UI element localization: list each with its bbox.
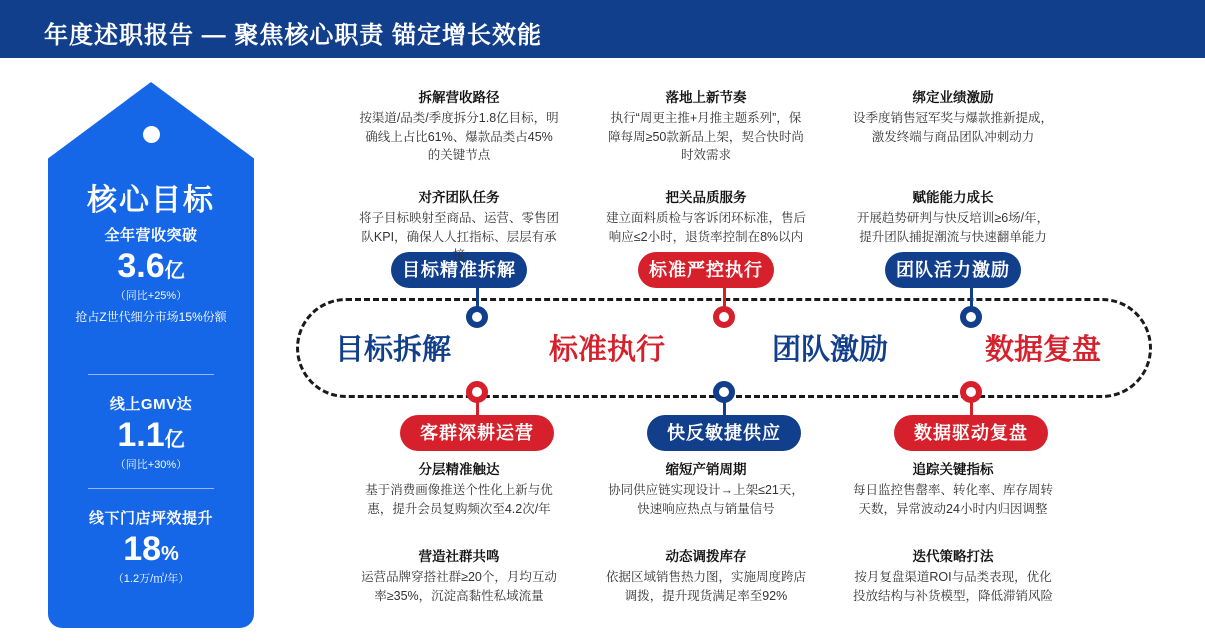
block-body: 建立面料质检与客诉闭环标准，售后响应≤2小时，退货率控制在8%以内 [606, 211, 807, 244]
metric-label: 线上GMV达 [109, 396, 193, 413]
block-body: 基于消费画像推送个性化上新与优惠，提升会员复购频次至4.2次/年 [365, 483, 553, 516]
metric-number: 3.6 [117, 247, 165, 285]
metric-label: 线下门店坪效提升 [88, 510, 213, 527]
core-label-data-review: 数据复盘 [985, 334, 1102, 366]
metric-value [48, 530, 254, 569]
core-label-goal-breakdown: 目标拆解 [335, 334, 452, 366]
block-body: 协同供应链实现设计→上架≤21天，快速响应热点与销量信号 [608, 483, 804, 516]
block-top-1-b [359, 186, 559, 265]
metric-sub: （同比+30%） [114, 459, 188, 472]
metric-sub: （同比+25%） [114, 290, 188, 303]
block-top-2-b [606, 186, 806, 246]
block-title: 分层精准触达 [418, 462, 500, 477]
block-title: 动态调拨库存 [665, 549, 747, 564]
block-title: 绑定业绩激励 [912, 90, 994, 105]
block-title: 落地上新节奏 [665, 90, 747, 105]
panel-divider [88, 374, 214, 375]
pill-bottom-1[interactable]: 客群深耕运营 [400, 415, 554, 451]
block-body: 依据区域销售热力图，实施周度跨店调拨，提升现货满足率至92% [606, 570, 807, 603]
connector-stem-top-2 [723, 288, 726, 308]
block-top-3-b [853, 186, 1053, 246]
node-bottom-2 [713, 381, 735, 403]
block-body: 运营品牌穿搭社群≥20个，月均互动率≥35%，沉淀高黏性私域流量 [361, 570, 557, 603]
metric-number: 1.1 [117, 416, 165, 454]
metric-sub: （1.2万/㎡/年） [112, 573, 190, 586]
page-title: 年度述职报告 — 聚焦核心职责 锚定增长效能 [44, 22, 543, 49]
metric-unit: 亿 [164, 260, 185, 282]
block-title: 追踪关键指标 [912, 462, 994, 477]
block-title: 迭代策略打法 [912, 549, 994, 564]
block-title: 把关品质服务 [665, 190, 747, 205]
pill-bottom-2[interactable]: 快反敏捷供应 [647, 415, 801, 451]
block-top-1-a [359, 86, 559, 165]
block-top-2-a [606, 86, 806, 165]
metric-number: 18 [123, 530, 162, 568]
block-bottom-2-a [606, 458, 806, 518]
node-top-1 [466, 306, 488, 328]
pill-top-2[interactable]: 标准严控执行 [638, 252, 774, 288]
core-label-team-motivation: 团队激励 [772, 334, 889, 366]
panel-divider [88, 488, 214, 489]
block-title: 对齐团队任务 [418, 190, 500, 205]
metric-label: 全年营收突破 [104, 227, 198, 244]
block-top-3-a [853, 86, 1053, 146]
node-top-2 [713, 306, 735, 328]
core-goal-panel [48, 82, 254, 628]
block-body: 将子目标映射至商品、运营、零售团队KPI，确保人人扛指标、层层有承接 [359, 211, 560, 262]
block-body: 按月复盘渠道ROI与品类表现，优化投放结构与补货模型，降低滞销风险 [853, 570, 1054, 603]
block-title: 营造社群共鸣 [418, 549, 500, 564]
block-body: 开展趋势研判与快反培训≥6场/年，提升团队捕捉潮流与快速翻单能力 [856, 211, 1050, 244]
block-bottom-3-b [853, 545, 1053, 605]
block-bottom-2-b [606, 545, 806, 605]
core-label-standard-execution: 标准执行 [549, 334, 666, 366]
block-body: 每日监控售罄率、转化率、库存周转天数，异常波动24小时内归因调整 [853, 483, 1054, 516]
pill-top-3[interactable]: 团队活力激励 [885, 252, 1021, 288]
block-body: 执行“周更主推+月推主题系列”，保障每周≥50款新品上架，契合快时尚时效需求 [608, 111, 804, 162]
metric-gmv [48, 393, 254, 472]
node-top-3 [960, 306, 982, 328]
block-body: 按渠道/品类/季度拆分1.8亿目标，明确线上占比61%、爆款品类占45%的关键节点 [359, 111, 559, 162]
block-title: 缩短产销周期 [665, 462, 747, 477]
pin-dot-icon [143, 126, 160, 143]
connector-stem-top-1 [476, 288, 479, 308]
metric-store-efficiency [48, 507, 254, 586]
metric-revenue [48, 224, 254, 325]
metric-unit: % [161, 543, 179, 565]
block-bottom-1-b [359, 545, 559, 605]
header-bar [0, 0, 1205, 58]
metric-value [48, 416, 254, 455]
block-title: 赋能能力成长 [912, 190, 994, 205]
connector-stem-top-3 [970, 288, 973, 308]
node-bottom-3 [960, 381, 982, 403]
block-bottom-1-a [359, 458, 559, 518]
metric-value [48, 247, 254, 286]
block-body: 设季度销售冠军奖与爆款推新提成，激发终端与商品团队冲刺动力 [853, 111, 1054, 144]
metric-sub2: 抢占Z世代细分市场15%份额 [75, 310, 227, 325]
metric-unit: 亿 [164, 429, 185, 451]
block-bottom-3-a [853, 458, 1053, 518]
node-bottom-1 [466, 381, 488, 403]
block-title: 拆解营收路径 [418, 90, 500, 105]
pill-bottom-3[interactable]: 数据驱动复盘 [894, 415, 1048, 451]
core-goal-title: 核心目标 [87, 184, 215, 217]
pill-top-1[interactable]: 目标精准拆解 [391, 252, 527, 288]
